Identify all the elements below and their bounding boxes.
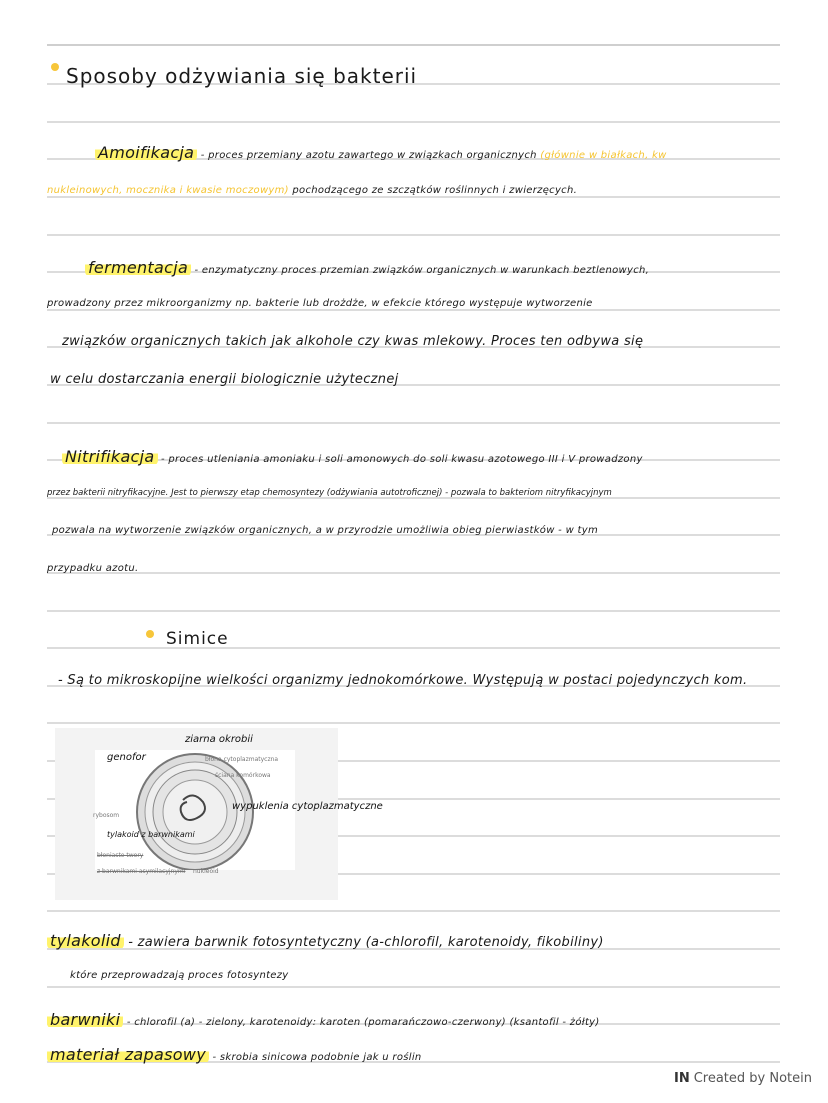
material-line [47,1045,422,1064]
label-starch-grains: ziarna okrobii [185,734,253,745]
nitryfikacja-line4: przypadku azotu. [47,563,139,574]
nitryfikacja-line2: przez bakterii nitryfikacyjne. Jest to pierwszy etap chemosyntezy (odżywiania autotroficznej) - pozwala to bakteriom nitryfikacyjnym [47,488,612,498]
text-yellow: nukleinowych, mocznika i kwasie moczowym) [47,185,289,196]
amonifikacja-line1 [95,143,667,162]
text: - chlorofil (a) - zielony, karotenoidy: karoten (pomarańczowo-czerwony) (ksantofil - żółty) [126,1017,600,1028]
term-highlight: materiał zapasowy [47,1045,209,1064]
footer-watermark [674,1071,812,1086]
cyanobacteria-diagram [55,728,338,900]
text: - zawiera barwnik fotosyntetyczny (a-chlorofil, karotenoidy, fikobiliny) [128,935,604,950]
text: - enzymatyczny proces przemian związków organicznych w warunkach beztlenowych, [194,265,650,276]
label-membranes: błoniaste twory [97,852,144,859]
label-cell-membrane: błona cytoplazmatyczna [205,756,279,763]
term-highlight: Amoifikacja [95,143,197,162]
label-cytoplasmic-protrusions: wypuklenia cytoplazmatyczne [232,801,383,812]
label-pigments: z barwnikami asymilacyjnymi [97,868,186,875]
fermentacja-line2: prowadzony przez mikroorganizmy np. bakterie lub drożdże, w efekcie którego występuje wytworzenie [47,298,593,309]
bullet-icon [146,630,154,638]
page-title: Sposoby odżywiania się bakterii [66,64,418,88]
term-highlight: tylakolid [47,931,124,950]
term-highlight: barwniki [47,1010,123,1029]
text-yellow: (głównie w białkach, kw [540,150,667,161]
label-nucleoid: nukleoid [193,868,219,875]
text: - skrobia sinicowa podobnie jak u roślin [212,1052,422,1063]
bullet-icon [51,63,59,71]
fermentacja-line1 [85,258,649,277]
text: - proces przemiany azotu zawartego w związkach organicznych [200,150,537,161]
tylakoid-line2: które przeprowadzają proces fotosyntezy [70,970,289,981]
tylakoid-line [47,931,604,950]
barwniki-line [47,1010,600,1029]
footer-text: Created by Notein [693,1071,812,1086]
text: - proces utleniania amoniaku i soli amonowych do soli kwasu azotowego III i V prowadzony [161,454,643,465]
fermentacja-line3: związków organicznych takich jak alkohole czy kwas mlekowy. Proces ten odbywa się [62,334,644,349]
term-highlight: Nitrifikacja [62,447,158,466]
label-cell-wall: ściana komórkowa [215,772,271,779]
simice-heading: Simice [166,629,229,649]
fermentacja-line4: w celu dostarczania energii biologicznie użytecznej [50,372,399,387]
simice-line: - Są to mikroskopijne wielkości organizmy jednokomórkowe. Występują w postaci pojedynczych kom. [58,673,748,688]
notein-logo-icon: IN [673,1071,690,1086]
nitryfikacja-line1 [62,447,643,466]
label-ribosome: rybosom [93,812,120,819]
label-genophore: genofor [107,752,146,763]
label-thylakoid: tylakoid z barwnikami [107,830,195,839]
text: pochodzącego ze szczątków roślinnych i zwierzęcych. [292,185,578,196]
amonifikacja-line2 [47,185,577,196]
term-highlight: fermentacja [85,258,191,277]
nitryfikacja-line3: pozwala na wytworzenie związków organicznych, a w przyrodzie umożliwia obieg pierwiastków - w tym [52,525,599,536]
